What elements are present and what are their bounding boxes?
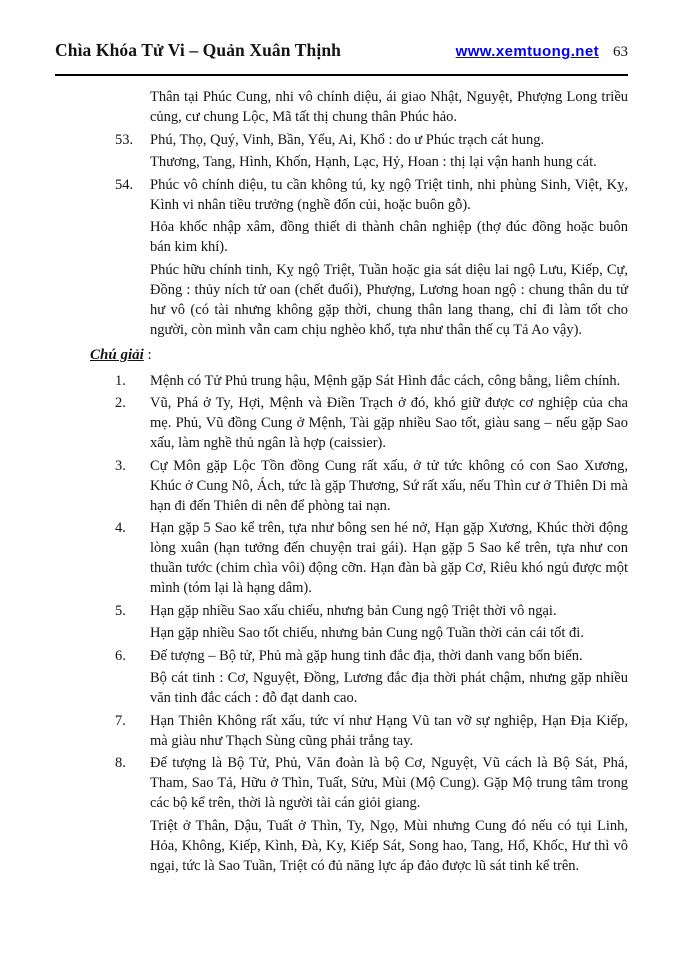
- page-header: [55, 40, 628, 64]
- item-number: 53.: [115, 131, 134, 148]
- paragraph-text: Vũ, Phá ở Ty, Hợi, Mệnh và Điền Trạch ở đó, khó giữ được cơ nghiệp của cha mẹ. Phủ, Vũ đồng Cung ở Mệnh, Tài gặp nhiều Sao tốt, giàu sang – nếu gặp Sao xấu, làm nghề thủ ngân là hợp (caissier).: [150, 395, 628, 451]
- item-number: [115, 217, 150, 257]
- list-item-paragraph: [55, 393, 628, 453]
- heading-label: Chú giải: [90, 346, 144, 363]
- list-item-paragraph: [55, 646, 628, 666]
- website-link[interactable]: www.xemtuong.net: [455, 43, 599, 60]
- paragraph: [55, 87, 628, 127]
- list-item-paragraph: [55, 601, 628, 621]
- paragraph-text: Triệt ở Thân, Dậu, Tuất ở Thìn, Ty, Ngọ, Mùi nhưng Cung đó nếu có tụi Linh, Hỏa, Không, Kiếp, Kình, Đà, Ky, Kiếp Sát, Song hao, Tang, Hổ, Khốc, Hư thì vô ngại, tức là Sao Tuần, Triệt có đủ năng lực áp đảo được lũ sát tinh kể trên.: [150, 817, 628, 874]
- list-item-paragraph: [55, 130, 628, 150]
- item-number: [115, 623, 150, 643]
- item-number: [115, 816, 150, 876]
- item-number: [115, 152, 150, 172]
- item-number: 2.: [115, 395, 126, 411]
- paragraph-text: Đế tượng là Bộ Tử, Phủ, Văn đoàn là bộ Cơ, Nguyệt, Vũ cách là Bộ Sát, Phá, Tham, Sao Tả, Hữu ở Thìn, Tuất, Sửu, Mùi (Mộ Cung). Gặp Mộ trung tâm trong các bộ kể trên, thời là người tài cán giỏi giang.: [150, 755, 628, 811]
- list-item-paragraph: [55, 175, 628, 215]
- paragraph-text: Phúc vô chính diệu, tu cần không tú, kỵ ngộ Triệt tinh, nhi phùng Sinh, Việt, Kỵ, Kình vi nhân tiều trưởng (nghề đốn củi, hoặc buôn gỗ).: [150, 176, 628, 213]
- item-number: [115, 260, 150, 340]
- item-number: 1.: [115, 372, 126, 389]
- paragraph-text: Cự Môn gặp Lộc Tồn đồng Cung rất xấu, ở tử tức không có con Sao Xương, Khúc ở Cung Nô, Ách, tức là gặp Thương, Sứ rất xấu, nếu Thìn cư ở Thiên Di mà hạn đi đến Thiên di nên để phòng tai nạn.: [150, 457, 628, 514]
- paragraph-text: Phú, Thọ, Quý, Vinh, Bần, Yểu, Ai, Khổ : do ư Phúc trạch cát hung.: [150, 131, 545, 148]
- paragraph-text: Phúc hữu chính tinh, Kỵ ngộ Triệt, Tuần hoặc gia sát diệu lai ngộ Lưu, Kiếp, Cự, Đồng : thủy ních tử oan (chết đuối), Phượng, Lương hoan ngộ : chung thân du tử hư vô (có tài nhưng không gặp thời, chung thân lang thang, chỉ đi làm tốt cho người, còn mình vẫn cam chịu nghèo khổ, tựa như thân thế cụ Tả Ao vậy).: [150, 261, 628, 338]
- paragraph-text: Hạn Thiên Không rất xấu, tức ví như Hạng Vũ tan vỡ sự nghiệp, Hạn Địa Kiếp, mà giàu như Thạch Sùng cũng phải trắng tay.: [150, 712, 628, 749]
- heading-suffix: :: [143, 346, 152, 363]
- paragraph-text: Thân tại Phúc Cung, nhi vô chính diệu, ái giao Nhật, Nguyệt, Phượng Long triều củng, cư chung Lộc, Mã tất thị chung thân Phúc hảo.: [150, 89, 628, 125]
- list-item-paragraph: [55, 753, 628, 813]
- list-item-paragraph: [55, 816, 628, 876]
- list-item-paragraph: [55, 623, 628, 643]
- item-number: 4.: [115, 520, 126, 536]
- list-item-paragraph: [55, 371, 628, 391]
- list-item-paragraph: [55, 711, 628, 751]
- paragraph-text: Hạn gặp nhiều Sao tốt chiếu, nhưng bản Cung ngộ Tuần thời cản cái tốt đi.: [150, 625, 584, 641]
- item-number: 8.: [115, 755, 126, 771]
- list-item-paragraph: [55, 668, 628, 708]
- paragraph-text: Đế tượng – Bộ tử, Phủ mà gặp hung tinh đắc địa, thời danh vang bốn biển.: [150, 647, 583, 664]
- paragraph-text: Bộ cát tinh : Cơ, Nguyệt, Đồng, Lương đắc địa thời phát chậm, nhưng gặp nhiều văn tinh đắc cách : đỗ đạt danh cao.: [150, 670, 628, 706]
- item-number: [115, 668, 150, 708]
- paragraph-text: Thương, Tang, Hình, Khốn, Hạnh, Lạc, Hỷ, Hoan : thị lại vận hanh hung cát.: [150, 154, 597, 170]
- item-number: 5.: [115, 602, 126, 619]
- paragraph-text: Hạn gặp nhiều Sao xấu chiếu, nhưng bản Cung ngộ Triệt thời vô ngại.: [150, 602, 557, 619]
- paragraph-text: Mệnh có Tử Phủ trung hậu, Mệnh gặp Sát Hình đắc cách, công bằng, liêm chính.: [150, 372, 621, 389]
- page-number: 63: [613, 44, 628, 60]
- item-number: 3.: [115, 457, 126, 474]
- list-item-paragraph: [55, 260, 628, 340]
- item-number: 54.: [115, 176, 134, 193]
- list-item-paragraph: [55, 518, 628, 598]
- paragraph-text: Hỏa khốc nhập xâm, đồng thiết di thành chân nghiệp (thợ đúc đồng hoặc buôn bán kim khí).: [150, 219, 628, 255]
- list-item-paragraph: [55, 152, 628, 172]
- list-item-paragraph: [55, 217, 628, 257]
- list-item-paragraph: [55, 456, 628, 516]
- header-divider: [55, 74, 628, 76]
- item-number: 6.: [115, 647, 126, 664]
- item-number: [115, 87, 150, 127]
- book-title: Chìa Khóa Tử Vi – Quản Xuân Thịnh: [55, 40, 341, 60]
- document-body: [55, 87, 628, 876]
- paragraph-text: Hạn gặp 5 Sao kể trên, tựa như bông sen hé nở, Hạn gặp Xương, Khúc thời động lòng xuân (hạn tưởng đến chuyện trai gái). Hạn gặp 5 Sao kể trên, tựa như con thuần tước (chim chìa vôi) động cỡn. Hạn đàn bà gặp Cơ, Riêu khó ngủ được một mình (tóm lại là hạng dâm).: [150, 520, 628, 596]
- item-number: 7.: [115, 712, 126, 729]
- section-heading: [90, 345, 628, 365]
